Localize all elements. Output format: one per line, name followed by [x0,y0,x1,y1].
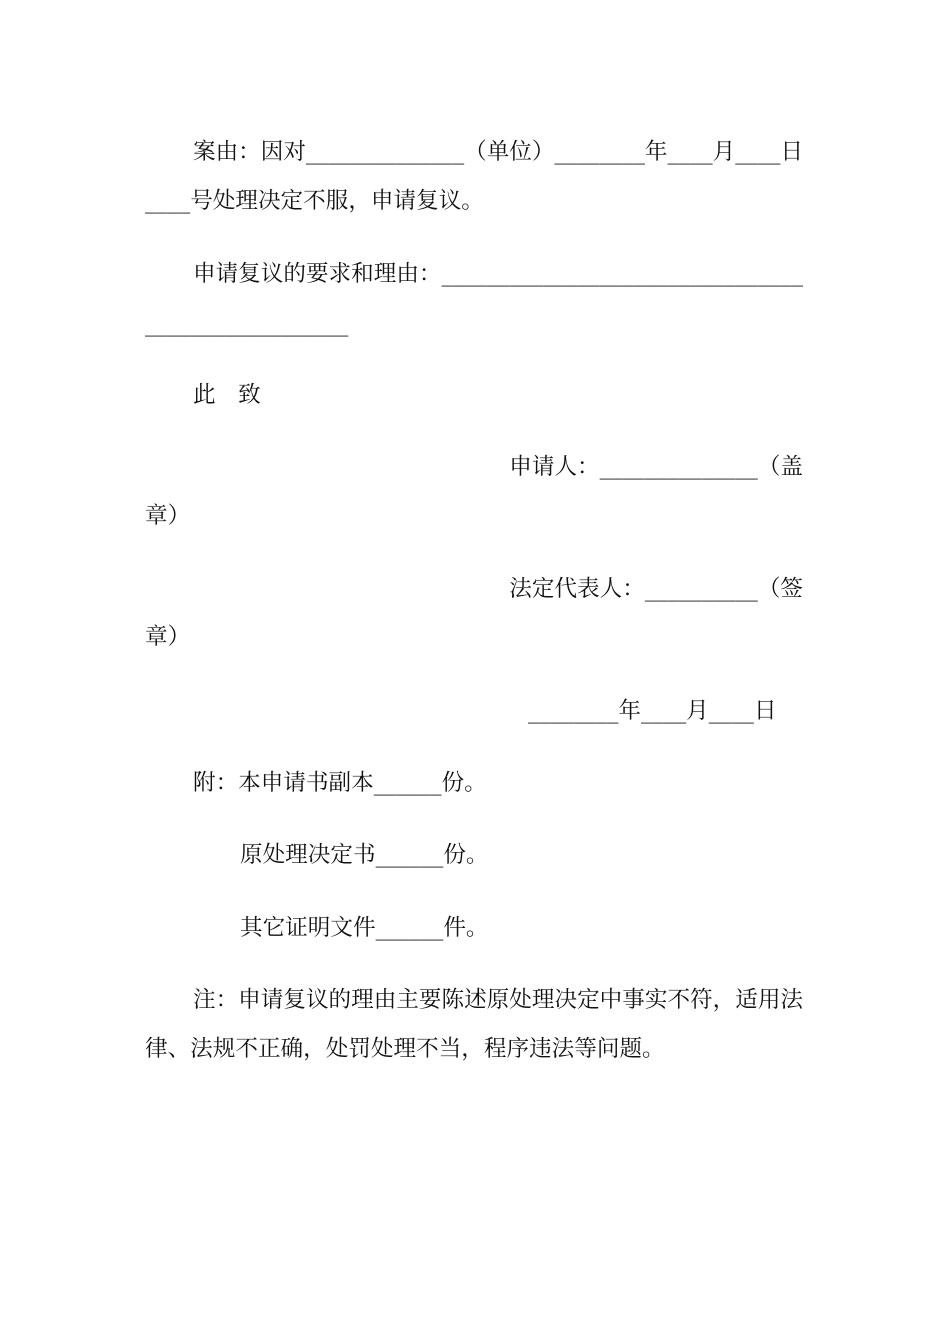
case-reason-continuation-line [145,184,484,218]
blank-applicant: ______________ [599,454,758,480]
attachment-item [193,766,487,800]
applicant-seal-open: （盖 [757,454,803,480]
note-text-2: 律、法规不正确，处罚处理不当，程序违法等问题。 [145,1036,665,1062]
blank-day: ____ [735,139,781,165]
salutation-line [193,378,261,412]
note-line-2 [145,1032,665,1066]
date-year-label: 年 [618,698,641,724]
attachment-unit: 件。 [443,915,489,941]
request-line [193,257,803,291]
blank-attachment-count: ______ [375,915,444,941]
blank-date-day: ____ [708,698,754,724]
blank-attachment-count: ______ [373,770,442,796]
applicant-label: 申请人： [509,454,600,480]
attachment-label: 原处理决定书 [240,842,376,868]
date-month-label: 月 [686,698,709,724]
day-label: 日 [780,139,804,165]
attachment-unit: 份。 [443,842,489,868]
request-label: 申请复议的要求和理由： [193,261,442,287]
case-reason-label: 案由：因对 [193,139,306,165]
applicant-seal-close-line [145,499,190,533]
blank-request-reason: ________________________________ [441,261,804,287]
attachment-label: 其它证明文件 [240,915,376,941]
date-day-label: 日 [753,698,777,724]
attachment-item [240,911,489,945]
blank-decision-number: ____ [145,188,191,214]
request-continuation-line [145,307,348,341]
blank-date-year: ________ [528,698,619,724]
applicant-seal-close: 章） [145,503,191,529]
applicant-line [509,450,803,484]
blank-month: ____ [667,139,713,165]
blank-year: ________ [554,139,645,165]
attachment-item [240,838,489,872]
blank-request-reason-cont: __________________ [145,311,349,337]
blank-unit: ______________ [305,139,465,165]
year-label: 年 [644,139,668,165]
date-line [528,694,777,728]
legal-rep-sign-close-line [145,620,190,654]
legal-rep-sign-open: （签 [757,576,803,602]
legal-rep-line [509,572,803,606]
attachment-unit: 份。 [441,770,487,796]
note-text-1: 注：申请复议的理由主要陈述原处理决定中事实不符，适用法 [193,987,804,1013]
case-reason-continuation: 号处理决定不服，申请复议。 [190,188,484,214]
blank-date-month: ____ [640,698,687,724]
month-label: 月 [712,139,736,165]
attachment-label: 附：本申请书副本 [193,770,374,796]
case-reason-line [193,135,803,169]
blank-attachment-count: ______ [375,842,444,868]
legal-rep-label: 法定代表人： [509,576,645,602]
note-line-1 [193,983,803,1017]
blank-legal-rep: __________ [644,576,758,602]
salutation: 此 致 [193,382,261,408]
legal-rep-sign-close: 章） [145,624,191,650]
unit-label: （单位） [464,139,555,165]
